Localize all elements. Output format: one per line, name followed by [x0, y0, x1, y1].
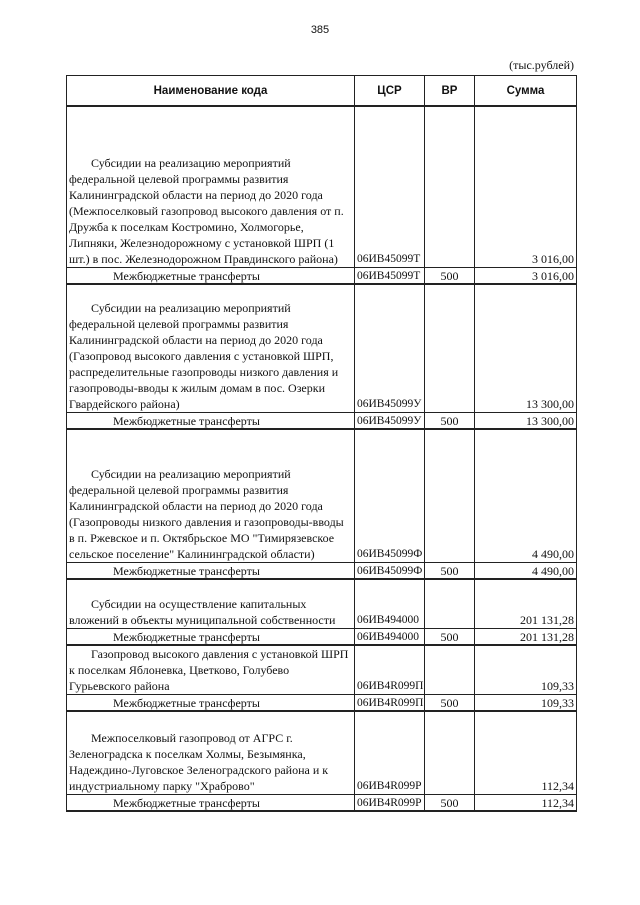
row-vr — [425, 645, 475, 695]
table-row — [67, 268, 577, 285]
row-sum: 13 300,00 — [475, 413, 577, 430]
table-row — [67, 106, 577, 268]
row-name: Межбюджетные трансферты — [67, 413, 355, 430]
row-vr — [425, 579, 475, 629]
row-vr: 500 — [425, 629, 475, 646]
page-number: 385 — [310, 24, 330, 36]
table-row — [67, 695, 577, 712]
row-csr: 06ИВ45099Т — [355, 268, 425, 285]
table-row — [67, 429, 577, 563]
table-row — [67, 284, 577, 413]
row-sum: 201 131,28 — [475, 629, 577, 646]
table-row — [67, 629, 577, 646]
row-sum: 112,34 — [475, 711, 577, 795]
row-csr: 06ИВ45099Т — [355, 106, 425, 268]
row-csr: 06ИВ4R099П — [355, 645, 425, 695]
row-csr: 06ИВ494000 — [355, 629, 425, 646]
row-vr — [425, 711, 475, 795]
table-row — [67, 645, 577, 695]
row-name: Субсидии на реализацию мероприятий федеральной целевой программы развития Калининградской области на период до 2020 года (Газопроводы низкого давления и газопроводы-вводы в п. Ржевское и п. Октябрьское МО "Тимирязевское сельское поселение" Калининградской области) — [67, 429, 355, 563]
row-name: Межбюджетные трансферты — [67, 563, 355, 580]
row-sum: 109,33 — [475, 695, 577, 712]
header-name: Наименование кода — [67, 76, 355, 107]
row-name: Межбюджетные трансферты — [67, 268, 355, 285]
row-name: Субсидии на реализацию мероприятий федеральной целевой программы развития Калининградской области на период до 2020 года (Газопровод высокого давления с установкой ШРП, распределительные газопроводы низкого давления и газопроводы-вводы к жилым домам в пос. Озерки Гвардейского района) — [67, 284, 355, 413]
row-sum: 13 300,00 — [475, 284, 577, 413]
table-row — [67, 563, 577, 580]
header-sum: Сумма — [475, 76, 577, 107]
row-sum: 201 131,28 — [475, 579, 577, 629]
header-csr: ЦСР — [355, 76, 425, 107]
row-sum: 4 490,00 — [475, 429, 577, 563]
table-row — [67, 795, 577, 812]
budget-table — [66, 75, 577, 812]
table-row — [67, 711, 577, 795]
row-csr: 06ИВ45099У — [355, 284, 425, 413]
row-vr: 500 — [425, 795, 475, 812]
units-label: (тыс.рублей) — [509, 58, 574, 72]
row-vr: 500 — [425, 563, 475, 580]
table-row — [67, 579, 577, 629]
row-vr: 500 — [425, 413, 475, 430]
row-name: Субсидии на осуществление капитальных вложений в объекты муниципальной собственности — [67, 579, 355, 629]
row-sum: 112,34 — [475, 795, 577, 812]
row-csr: 06ИВ45099У — [355, 413, 425, 430]
row-csr: 06ИВ4R099П — [355, 695, 425, 712]
row-sum: 4 490,00 — [475, 563, 577, 580]
row-vr: 500 — [425, 695, 475, 712]
row-csr: 06ИВ494000 — [355, 579, 425, 629]
row-csr: 06ИВ45099Ф — [355, 429, 425, 563]
table-header-row — [67, 76, 577, 107]
row-sum: 3 016,00 — [475, 106, 577, 268]
row-vr — [425, 106, 475, 268]
row-name: Газопровод высокого давления с установкой ШРП к поселкам Яблоневка, Цветково, Голубево Гурьевского района — [67, 645, 355, 695]
row-csr: 06ИВ4R099Р — [355, 795, 425, 812]
row-vr: 500 — [425, 268, 475, 285]
row-name: Межбюджетные трансферты — [67, 629, 355, 646]
row-sum: 3 016,00 — [475, 268, 577, 285]
row-csr: 06ИВ4R099Р — [355, 711, 425, 795]
row-sum: 109,33 — [475, 645, 577, 695]
table-row — [67, 413, 577, 430]
row-vr — [425, 429, 475, 563]
row-name: Субсидии на реализацию мероприятий федеральной целевой программы развития Калининградской области на период до 2020 года (Межпоселковый газопровод высокого давления от п. Дружба к поселкам Костромино, Холмогорье, Липняки, Железнодорожному с установкой ШРП (1 шт.) в пос. Железнодорожном Правдинского района) — [67, 106, 355, 268]
row-name: Межбюджетные трансферты — [67, 795, 355, 812]
header-vr: ВР — [425, 76, 475, 107]
row-name: Межбюджетные трансферты — [67, 695, 355, 712]
row-csr: 06ИВ45099Ф — [355, 563, 425, 580]
row-vr — [425, 284, 475, 413]
row-name: Межпоселковый газопровод от АГРС г. Зеленоградска к поселкам Холмы, Безымянка, Надеждино-Луговское Зеленоградского района и к индустриальному парку "Храброво" — [67, 711, 355, 795]
